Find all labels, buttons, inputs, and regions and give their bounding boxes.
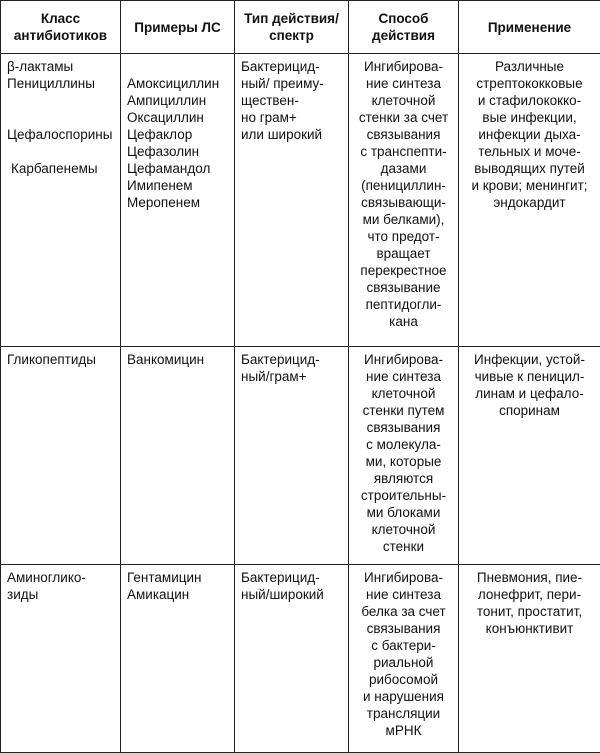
application-cell — [459, 565, 600, 753]
cell-line: являются — [355, 470, 452, 487]
cell-line: ние синтеза — [355, 75, 452, 92]
cell-line: связывания — [355, 419, 452, 436]
cell-line: Ванкомицин — [127, 351, 228, 368]
cell-line: Имипенем — [127, 177, 228, 194]
cell-line: Цефазолин — [127, 143, 228, 160]
cell-line: Оксациллин — [127, 109, 228, 126]
cell-line: Инфекции, устой- — [465, 351, 594, 368]
cell-line: тонит, простатит, — [465, 603, 594, 620]
cell-line: споринам — [465, 402, 594, 419]
cell-line: Цефаклор — [127, 126, 228, 143]
cell-line: Бактерицид- — [241, 569, 342, 586]
cell-line: Гентамицин — [127, 569, 228, 586]
cell-line: стенки путем — [355, 402, 452, 419]
cell-line: (пенициллин- — [355, 177, 452, 194]
cell-line: связывания — [355, 126, 452, 143]
cell-line: что предот- — [355, 228, 452, 245]
cell-line: стенки — [355, 538, 452, 555]
cell-line: стрептококковые — [465, 75, 594, 92]
cell-line: и нарушения — [355, 688, 452, 705]
cell-line: выводящих путей — [465, 160, 594, 177]
type-cell — [235, 347, 349, 565]
cell-line: Ингибирова- — [355, 569, 452, 586]
cell-line: трансляции — [355, 705, 452, 722]
cell-line: ми белками), — [355, 211, 452, 228]
header-text: антибиотиков — [5, 27, 116, 44]
cell-line: но грам+ — [241, 109, 342, 126]
header-text: Способ — [353, 10, 454, 27]
cell-line: связывание — [355, 279, 452, 296]
cell-line: с молекула- — [355, 436, 452, 453]
cell-line: рибосомой — [355, 671, 452, 688]
table-row — [1, 565, 600, 753]
cell-line: клеточной — [355, 92, 452, 109]
cell-line: пептидогли- — [355, 296, 452, 313]
cell-line: β-лактамы — [7, 58, 114, 75]
cell-line: ный/ преиму- — [241, 75, 342, 92]
cell-line: ми, которые — [355, 453, 452, 470]
cell-line: связывающи- — [355, 194, 452, 211]
drugs-cell — [121, 565, 235, 753]
cell-line: Аминоглико- — [7, 569, 114, 586]
cell-line: Амикацин — [127, 586, 228, 603]
mechanism-cell — [349, 565, 459, 753]
header-row — [1, 1, 600, 54]
cell-line: эндокардит — [465, 194, 594, 211]
drugs-cell — [121, 347, 235, 565]
type-cell — [235, 565, 349, 753]
cell-line: с бактери- — [355, 637, 452, 654]
header-text: действия — [353, 27, 454, 44]
header-class — [1, 1, 121, 54]
cell-line: зиды — [7, 586, 114, 603]
cell-line: белка за счет — [355, 603, 452, 620]
cell-line: вращает — [355, 245, 452, 262]
cell-line: клеточной — [355, 521, 452, 538]
cell-line: конъюнктивит — [465, 620, 594, 637]
cell-line: связывания — [355, 620, 452, 637]
header-text: Класс — [5, 10, 116, 27]
cell-line: Бактерицид- — [241, 351, 342, 368]
cell-line: клеточной — [355, 385, 452, 402]
application-cell — [459, 54, 600, 347]
cell-line: риальной — [355, 654, 452, 671]
cell-line: Пенициллины — [7, 75, 114, 92]
header-text: Применение — [463, 19, 596, 36]
mechanism-cell — [349, 347, 459, 565]
cell-line: с транспепти- — [355, 143, 452, 160]
cell-line: Карбапенемы — [7, 160, 114, 177]
cell-line: ние синтеза — [355, 586, 452, 603]
header-mechanism — [349, 1, 459, 54]
cell-line: мРНК — [355, 722, 452, 739]
drugs-cell — [121, 54, 235, 347]
cell-line: кана — [355, 313, 452, 330]
cell-line: Меропенем — [127, 194, 228, 211]
class-cell — [1, 565, 121, 753]
cell-line: строительны- — [355, 487, 452, 504]
application-cell — [459, 347, 600, 565]
cell-line: Различные — [465, 58, 594, 75]
cell-line: линам и цефало- — [465, 385, 594, 402]
cell-line: ми блоками — [355, 504, 452, 521]
cell-line: дазами — [355, 160, 452, 177]
cell-line: чивые к пеницил- — [465, 368, 594, 385]
cell-line: тельных и моче- — [465, 143, 594, 160]
cell-line: инфекции дыха- — [465, 126, 594, 143]
table-row — [1, 347, 600, 565]
mechanism-cell — [349, 54, 459, 347]
cell-line: Гликопептиды — [7, 351, 114, 368]
type-cell — [235, 54, 349, 347]
header-type — [235, 1, 349, 54]
cell-line: ный/грам+ — [241, 368, 342, 385]
cell-line: стенки за счет — [355, 109, 452, 126]
cell-line: Ингибирова- — [355, 58, 452, 75]
cell-line: и стафилококко- — [465, 92, 594, 109]
cell-line: ществен- — [241, 92, 342, 109]
cell-line: ный/широкий — [241, 586, 342, 603]
table-row — [1, 54, 600, 347]
cell-line: Бактерицид- — [241, 58, 342, 75]
class-cell — [1, 347, 121, 565]
header-examples — [121, 1, 235, 54]
cell-line: или широкий — [241, 126, 342, 143]
cell-line: Ингибирова- — [355, 351, 452, 368]
header-text: Тип действия/ — [239, 10, 344, 27]
header-application — [459, 1, 600, 54]
cell-line: Ампициллин — [127, 92, 228, 109]
class-cell — [1, 54, 121, 347]
header-text: Примеры ЛС — [125, 19, 230, 36]
cell-line: Пневмония, пие- — [465, 569, 594, 586]
cell-line: Цефалоспорины — [7, 126, 114, 143]
cell-line: вые инфекции, — [465, 109, 594, 126]
cell-line: лонефрит, пери- — [465, 586, 594, 603]
cell-line: Цефамандол — [127, 160, 228, 177]
cell-line: ние синтеза — [355, 368, 452, 385]
header-text: спектр — [239, 27, 344, 44]
cell-line: и крови; менингит; — [465, 177, 594, 194]
cell-line: Амоксициллин — [127, 75, 228, 92]
cell-line: перекрестное — [355, 262, 452, 279]
